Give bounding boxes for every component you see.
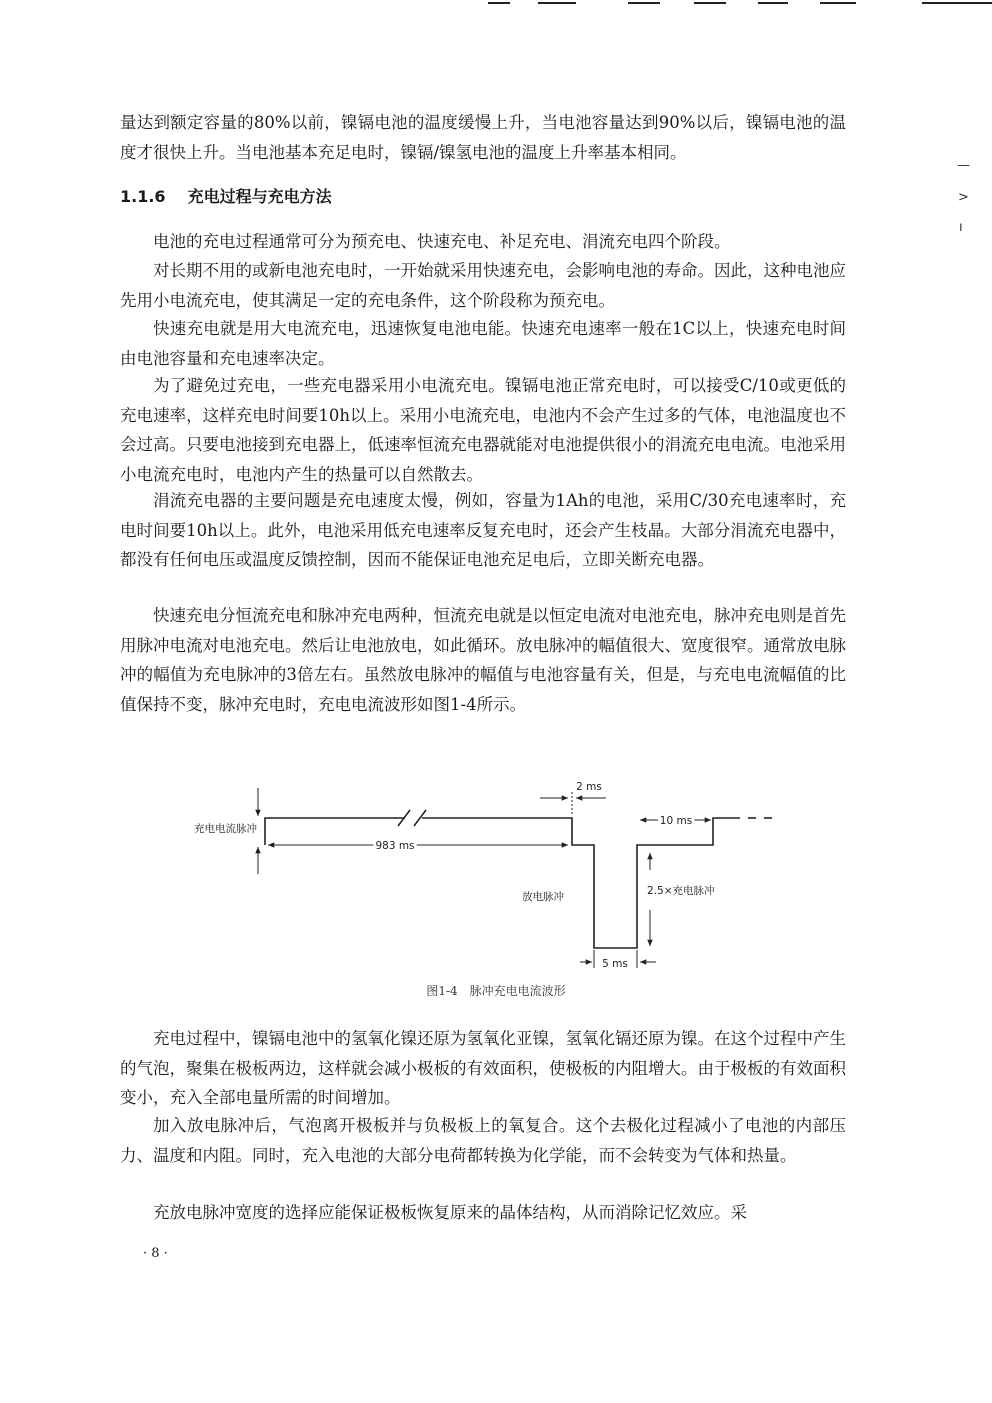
waveform-line [265,818,740,948]
discharge-duration-label: 5 ms [602,958,628,970]
pulse-waveform-figure [0,770,992,990]
section-number: 1.1.6 [120,187,166,206]
paragraph: 为了避免过充电，一些充电器采用小电流充电。镍镉电池正常充电时，可以接受C/10或更低的充电速率，这样充电时间要10h以上。采用小电流充电，电池内不会产生过多的气体，电池温度也不会过高。只要电池接到充电器上，低速率恒流充电器就能对电池提供很小的涓流充电电流。电池采用小电流充电时，电池内产生的热量可以自然散去。 [120,376,846,484]
paragraph: 加入放电脉冲后，气泡离开极板并与负极板上的氧复合。这个去极化过程减小了电池的内部压力、温度和内阻。同时，充入电池的大部分电荷都转换为化学能，而不会转变为气体和热量。 [120,1116,846,1165]
paragraph: 量达到额定容量的80%以前，镍镉电池的温度缓慢上升，当电池容量达到90%以后，镍镉电池的温度才很快上升。当电池基本充足电时，镍镉/镍氢电池的温度上升率基本相同。 [120,113,846,162]
paragraph: 涓流充电器的主要问题是充电速度太慢，例如，容量为1Ah的电池，采用C/30充电速率时，充电时间要10h以上。此外，电池采用低充电速率反复充电时，还会产生枝晶。大部分涓流充电器中，都没有任何电压或温度反馈控制，因而不能保证电池充足电后，立即关断充电器。 [120,491,846,569]
rest-duration-label: 10 ms [659,815,693,827]
section-title: 充电过程与充电方法 [187,187,332,206]
paragraph: 快速充电就是用大电流充电，迅速恢复电池电能。快速充电速率一般在1C以上，快速充电时间由电池容量和充电速率决定。 [120,319,846,368]
gap-duration-label: 2 ms [576,781,602,793]
paragraph: 对长期不用的或新电池充电时，一开始就采用快速充电，会影响电池的寿命。因此，这种电池应先用小电流充电，使其满足一定的充电条件，这个阶段称为预充电。 [120,261,846,310]
charge-duration-label: 983 ms [375,840,415,852]
discharge-pulse-label: 放电脉冲 [522,891,564,903]
paragraph: 充放电脉冲宽度的选择应能保证极板恢复原来的晶体结构，从而消除记忆效应。采 [153,1203,747,1222]
paragraph: 电池的充电过程通常可分为预充电、快速充电、补足充电、涓流充电四个阶段。 [153,232,731,251]
section-heading [120,184,332,207]
figure-caption: 图1-4 脉冲充电电流波形 [426,984,566,998]
paragraph: 快速充电分恒流充电和脉冲充电两种，恒流充电就是以恒定电流对电池充电，脉冲充电则是首先用脉冲电流对电池充电。然后让电池放电，如此循环。放电脉冲的幅值很大、宽度很窄。通常放电脉冲的幅值为充电脉冲的3倍左右。虽然放电脉冲的幅值与电池容量有关，但是，与充电电流幅值的比值保持不变，脉冲充电时，充电电流波形如图1-4所示。 [120,606,846,714]
charge-pulse-label: 充电电流脉冲 [194,823,257,835]
paragraph: 充电过程中，镍镉电池中的氢氧化镍还原为氢氧化亚镍，氢氧化镉还原为镍。在这个过程中产生的气泡，聚集在极板两边，这样就会减小极板的有效面积，使极板的内阻增大。由于极板的有效面积变小，充入全部电量所需的时间增加。 [120,1029,846,1107]
page-number: · 8 · [143,1246,168,1261]
ratio-label: 2.5×充电脉冲 [647,885,715,897]
